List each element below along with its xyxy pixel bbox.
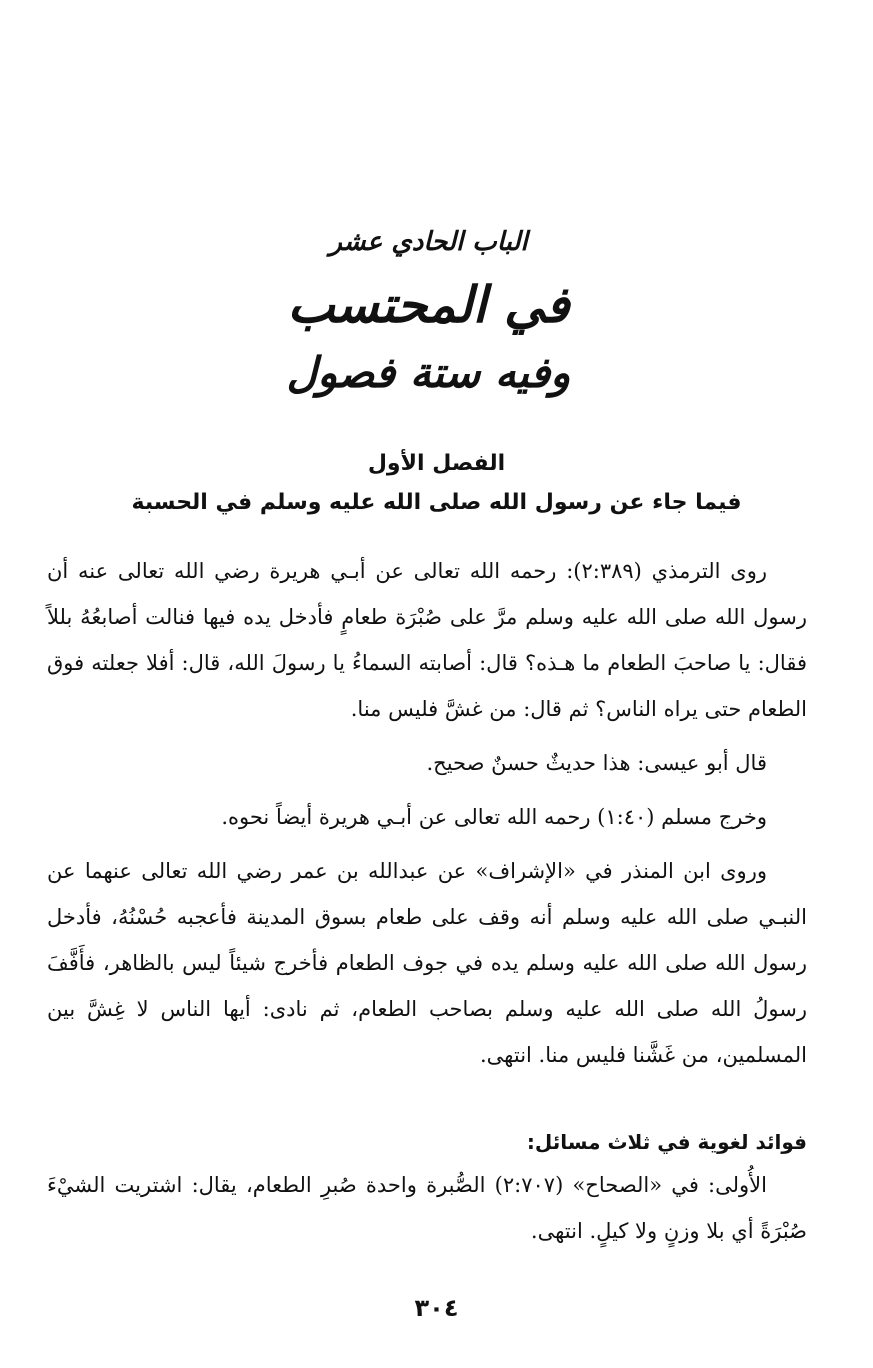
page-number: ٣٠٤ (414, 1294, 459, 1322)
section-heading (0, 446, 873, 524)
paragraph-ibn-almundhir: وروى ابن المنذر في «الإشراف» عن عبدالله بن عمر رضي الله تعالى عنهما عن النبـي صلى الله عليه وسلم أنه وقف على طعام بسوق المدينة فأعجبه حُسْنُهُ، فأدخل رسول الله صلى الله عليه وسلم يده في جوف الطعام فأخرج شيئاً ليس بالظاهر، فأَفَّفَ رسولُ الله صلى الله عليه وسلم بصاحب الطعام، ثم نادى: أيها الناس لا غِشَّ بين المسلمين، من غَشَّنا فليس منا. انتهى. (47, 859, 807, 1067)
section-title: الفصل الأول (367, 451, 506, 476)
chapter-title: في المحتسب (287, 275, 570, 334)
paragraph-tirmidhi: روى الترمذي (٢:٣٨٩): رحمه الله تعالى عن أبـي هريرة رضي الله تعالى عنه أن رسول الله صلى الله عليه وسلم مرَّ على صُبْرَة طعامٍ فأدخل يده فيها فنالت أصابعُهُ بللاً فقال: يا صاحبَ الطعام ما هـذه؟ قال: أصابته السماءُ يا رسولَ الله، قال: أفلا جعلته فوق الطعام حتى يراه الناس؟ ثم قال: من غشَّ فليس منا. (47, 559, 807, 721)
chapter-heading (0, 222, 873, 404)
chapter-label: الباب الحادي عشر (329, 227, 528, 257)
body-text (47, 548, 807, 1078)
linguistic-benefits (47, 1122, 807, 1254)
section-subtitle: فيما جاء عن رسول الله صلى الله عليه وسلم في الحسبة (131, 490, 742, 515)
chapter-subtitle: وفيه ستة فصول (286, 348, 571, 397)
benefit-first: الأُولى: في «الصحاح» (٢:٧٠٧) الصُّبرة واحدة صُبرِ الطعام، يقال: اشتريت الشيْءَ صُبْرَةً أي بلا وزنٍ ولا كيلٍ. انتهى. (47, 1173, 807, 1243)
paragraph-muslim: وخرج مسلم (١:٤٠) رحمه الله تعالى عن أبـي هريرة أيضاً نحوه. (221, 805, 767, 829)
paragraph-abu-isa: قال أبو عيسى: هذا حديثٌ حسنٌ صحيح. (426, 751, 767, 775)
benefits-heading: فوائد لغوية في ثلاث مسائل: (526, 1130, 807, 1154)
